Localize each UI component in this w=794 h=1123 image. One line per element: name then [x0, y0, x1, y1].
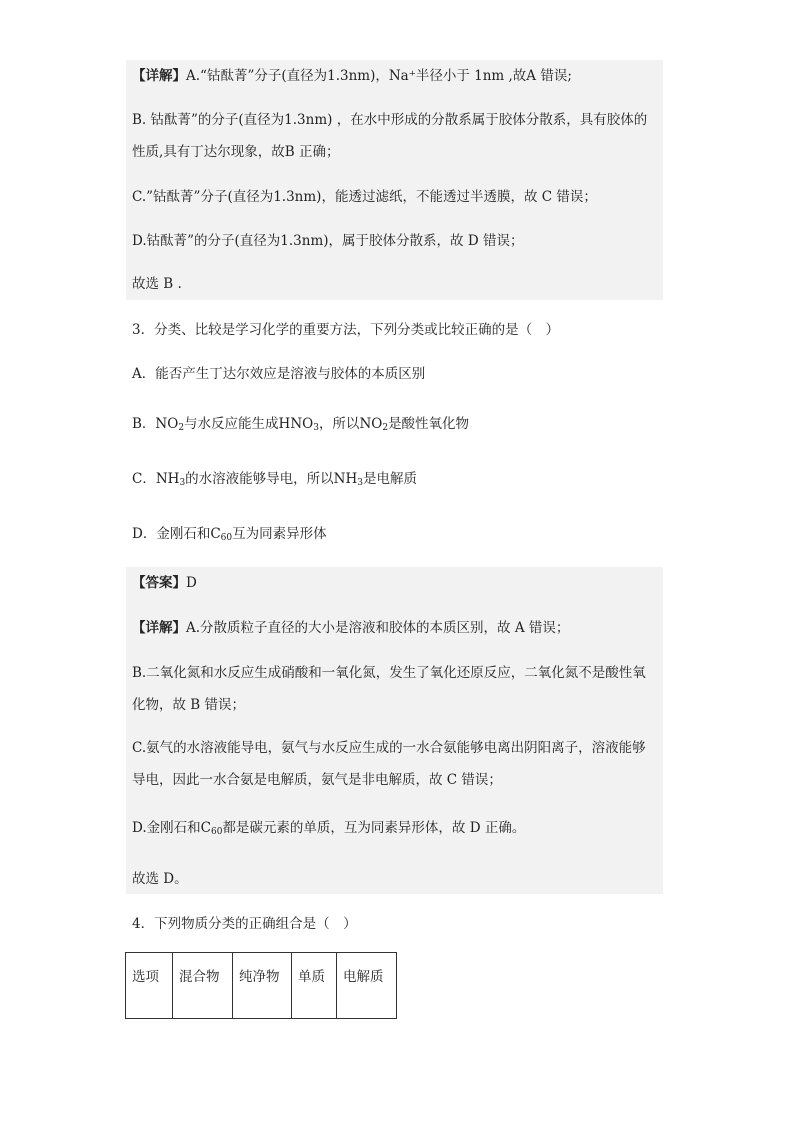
- solution-block-1: [126, 60, 663, 300]
- detail2-line-c1: C.氨气的水溶液能导电，氨气与水反应生成的一水合氨能够电离出阴阳离子，溶液能够: [132, 740, 646, 756]
- answer-value: D: [186, 575, 197, 591]
- table-header-cell: 单质: [292, 953, 337, 1019]
- detail2-line-b2: 化物，故 B 错误；: [132, 697, 246, 713]
- answer-label: 【答案】: [132, 575, 186, 591]
- table-header-cell: 纯净物: [233, 953, 292, 1019]
- solution-block-2: [126, 567, 663, 894]
- detail2-line-d: D.金刚石和$C_{60}$都是碳元素的单质，互为同素异形体，故 D 正确。: [132, 820, 526, 837]
- detail2-line-c2: 导电，因此一水合氨是电解质，氨气是非电解质，故 C 错误；: [132, 772, 502, 788]
- detail-label-2: 【详解】: [132, 620, 186, 636]
- table-header-row: [126, 953, 397, 1019]
- question-3-stem: 3．分类、比较是学习化学的重要方法，下列分类或比较正确的是（ ）: [132, 322, 560, 338]
- detail-line-a: 【详解】A.“钴酞菁”分子(直径为1.3nm)，Na⁺半径小于 1nm ,故A 错误;: [132, 68, 572, 84]
- table-header-cell: 选项: [126, 953, 173, 1019]
- detail-line-b2: 性质,具有丁达尔现象，故B 正确；: [132, 144, 340, 160]
- classification-table: [125, 952, 397, 1019]
- option-b: B．$NO_2$与水反应能生成$HNO_3$，所以$NO_2$是酸性氧化物: [132, 416, 470, 433]
- detail-line-d: D.钴酞菁”的分子(直径为1.3nm)，属于胶体分散系，故 D 错误；: [132, 233, 524, 249]
- option-a: A．能否产生丁达尔效应是溶液与胶体的本质区别: [132, 366, 426, 382]
- option-c: C．$NH_3$的水溶液能够导电，所以$NH_3$是电解质: [132, 471, 417, 488]
- detail-line-b1: B. 钴酞菁”的分子(直径为1.3nm) ，在水中形成的分散系属于胶体分散系，具有胶体的: [132, 112, 648, 128]
- table-header-cell: 混合物: [173, 953, 233, 1019]
- conclusion-line: 故选 B .: [132, 276, 182, 292]
- detail-line-c: C.”钴酞菁”分子(直径为1.3nm)，能透过滤纸，不能透过半透膜，故 C 错误；: [132, 189, 597, 205]
- question-4-stem: 4．下列物质分类的正确组合是（ ）: [132, 916, 357, 932]
- detail2-line-a: 【详解】A.分散质粒子直径的大小是溶液和胶体的本质区别，故 A 错误；: [132, 620, 570, 636]
- detail2-line-b1: B.二氧化氮和水反应生成硝酸和一氧化氮，发生了氧化还原反应，二氧化氮不是酸性氧: [132, 665, 646, 681]
- answer-line: [132, 573, 197, 593]
- table-header-cell: 电解质: [337, 953, 397, 1019]
- detail-label: 【详解】: [132, 68, 186, 84]
- conclusion-line-2: 故选 D。: [132, 871, 188, 887]
- option-d: D．金刚石和$C_{60}$互为同素异形体: [132, 526, 327, 543]
